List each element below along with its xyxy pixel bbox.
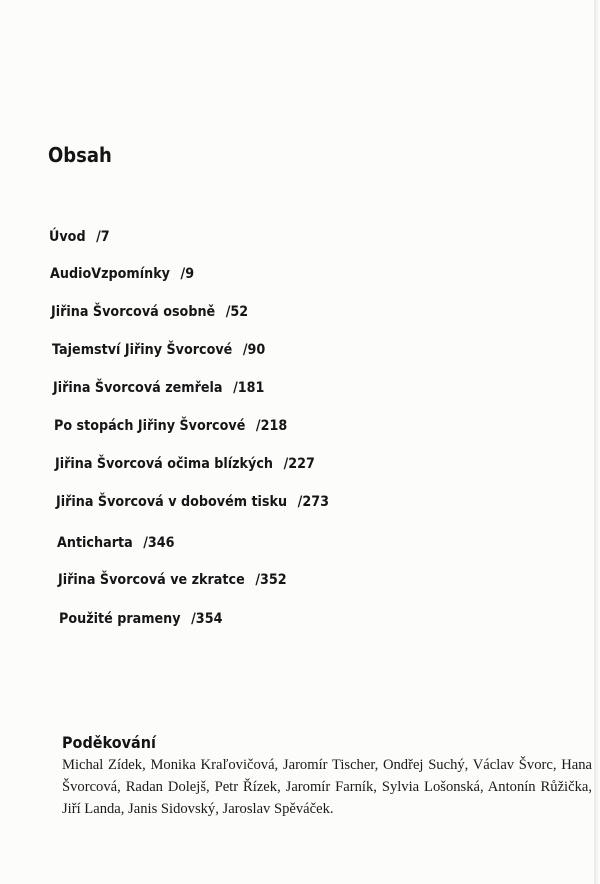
toc-entry [50, 266, 194, 282]
toc-entry-title: Použité prameny [59, 611, 181, 627]
contents-heading: Obsah [48, 143, 112, 167]
toc-entry [58, 572, 287, 588]
toc-entry-title: Jiřina Švorcová v dobovém tisku [56, 494, 288, 510]
page-edge-shadow [594, 0, 600, 884]
toc-entry [49, 229, 110, 245]
toc-entry-title: Úvod [49, 229, 86, 245]
toc-entry-title: Jiřina Švorcová ve zkratce [58, 572, 245, 588]
toc-entry [57, 535, 175, 551]
toc-entry [54, 418, 287, 434]
toc-entry-page: /352 [255, 572, 287, 588]
toc-entry-page: /90 [242, 342, 266, 358]
toc-entry [52, 342, 265, 358]
toc-entry [55, 456, 315, 472]
toc-entry-page: /227 [283, 456, 315, 472]
acknowledgements-heading: Poděkování [62, 733, 156, 752]
toc-entry-page: /52 [225, 304, 249, 320]
toc-entry-page: /273 [297, 494, 329, 510]
toc-entry [51, 304, 248, 320]
toc-entry-title: Jiřina Švorcová osobně [51, 304, 216, 320]
toc-entry-title: Anticharta [57, 535, 133, 551]
toc-entry-title: Tajemství Jiřiny Švorcové [52, 342, 233, 358]
toc-entry-page: /346 [143, 535, 175, 551]
toc-entry-page: /7 [96, 229, 110, 245]
toc-entry [59, 611, 222, 627]
toc-entry-title: Po stopách Jiřiny Švorcové [54, 418, 246, 434]
toc-entry [56, 494, 329, 510]
toc-entry-page: /354 [191, 611, 223, 627]
toc-entry-title: Jiřina Švorcová zemřela [53, 380, 223, 396]
toc-entry [53, 380, 264, 396]
toc-entry-title: AudioVzpomínky [50, 266, 170, 282]
acknowledgements-text: Michal Zídek, Monika Kraľovičová, Jaromír Tischer, Ondřej Suchý, Václav Švorc, Hana Švorcová, Radan Dolejš, Petr Řízek, Jaromír Farník, Sylvia Lošonská, Antonín Růžička, Jiří Landa, Janis Sidovský, Jaroslav Spěváček. [62, 757, 592, 817]
toc-entry-page: /9 [180, 266, 195, 282]
toc-entry-title: Jiřina Švorcová očima blízkých [55, 456, 274, 472]
toc-entry-page: /181 [233, 380, 265, 396]
toc-entry-page: /218 [255, 418, 288, 434]
